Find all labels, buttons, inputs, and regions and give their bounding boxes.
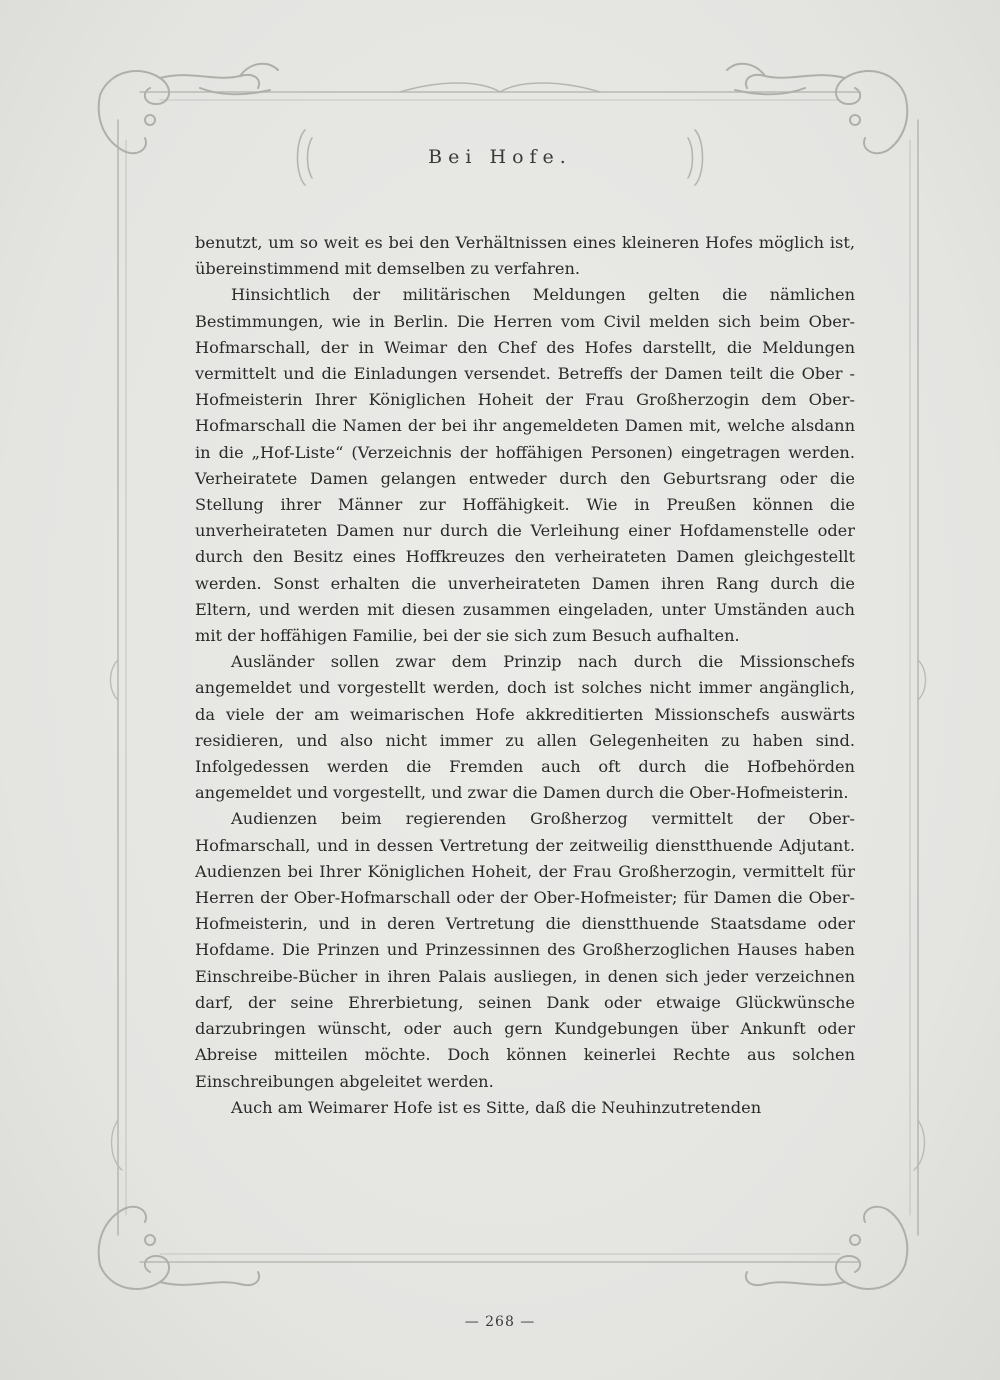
- paragraph: benutzt, um so weit es bei den Verhältnissen eines kleineren Hofes möglich ist, übereinstimmend mit demselben zu verfahren.: [195, 233, 855, 279]
- paragraph: Hinsichtlich der militärischen Meldungen gelten die nämlichen Bestimmungen, wie in Berlin. Die Herren vom Civil melden sich beim Ober-Hofmarschall, der in Weimar den Chef des Hofes darstellt, die Meldungen vermittelt und die Einladungen versendet. Betreffs der Damen teilt die Ober - Hofmeisterin Ihrer Königlichen Hoheit der Frau Großherzogin dem Ober-Hofmarschall die Namen der bei ihr angemeldeten Damen mit, welche alsdann in die „Hof-Liste“ (Verzeichnis der hoffähigen Personen) eingetragen werden. Verheiratete Damen gelangen entweder durch den Geburtsrang oder die Stellung ihrer Männer zur Hoffähigkeit. Wie in Preußen können die unverheirateten Damen nur durch die Verleihung einer Hofdamenstelle oder durch den Besitz eines Hoffkreuzes den verheirateten Damen gleichgestellt werden. Sonst erhalten die unverheirateten Damen ihren Rang durch die Eltern, und werden mit diesen zusammen eingeladen, unter Umständen auch mit der hoffähigen Familie, bei der sie sich zum Besuch aufhalten.: [195, 285, 855, 646]
- corner-ornament-bottom-left: [99, 1207, 259, 1289]
- paragraph: Auch am Weimarer Hofe ist es Sitte, daß die Neuhinzutretenden: [231, 1097, 762, 1117]
- corner-ornament-bottom-right: [746, 1207, 907, 1289]
- paragraph: Audienzen beim regierenden Großherzog vermittelt der Ober-Hofmarschall, und in dessen Vertretung der zeitweilig dienstthuende Adjutant. Audienzen bei Ihrer Königlichen Hoheit, der Frau Großherzogin, vermittelt für Herren der Ober-Hofmarschall oder der Ober-Hofmeister; für Damen die Ober-Hofmeisterin, und in deren Vertretung die dienstthuende Staatsdame oder Hofdame. Die Prinzen und Prinzessinnen des Großherzoglichen Hauses haben Einschreibe-Bücher in ihren Palais ausliegen, in denen sich jeder verzeichnen darf, der seine Ehrerbietung, seinen Dank oder etwaige Glückwünsche darzubringen wünscht, oder auch gern Kundgebungen über Ankunft oder Abreise mitteilen möchte. Doch können keinerlei Rechte aus solchen Einschreibungen abgeleitet werden.: [195, 809, 855, 1091]
- paragraph: Ausländer sollen zwar dem Prinzip nach durch die Missionschefs angemeldet und vorgestellt werden, doch ist solches nicht immer angänglich, da viele der am weimarischen Hofe akkreditierten Missionschefs auswärts residieren, und also nicht immer zu allen Gelegenheiten zu haben sind. Infolgedessen werden die Fremden auch oft durch die Hofbehörden angemeldet und vorgestellt, und zwar die Damen durch die Ober-Hofmeisterin.: [195, 652, 855, 803]
- corner-ornament-top-left: [99, 64, 278, 153]
- page-number: — 268 —: [464, 1314, 536, 1330]
- body-text: [195, 230, 855, 1121]
- header-scroll-ornament: [298, 83, 703, 185]
- corner-ornament-top-right: [727, 64, 907, 153]
- running-head: Bei Hofe.: [428, 146, 572, 168]
